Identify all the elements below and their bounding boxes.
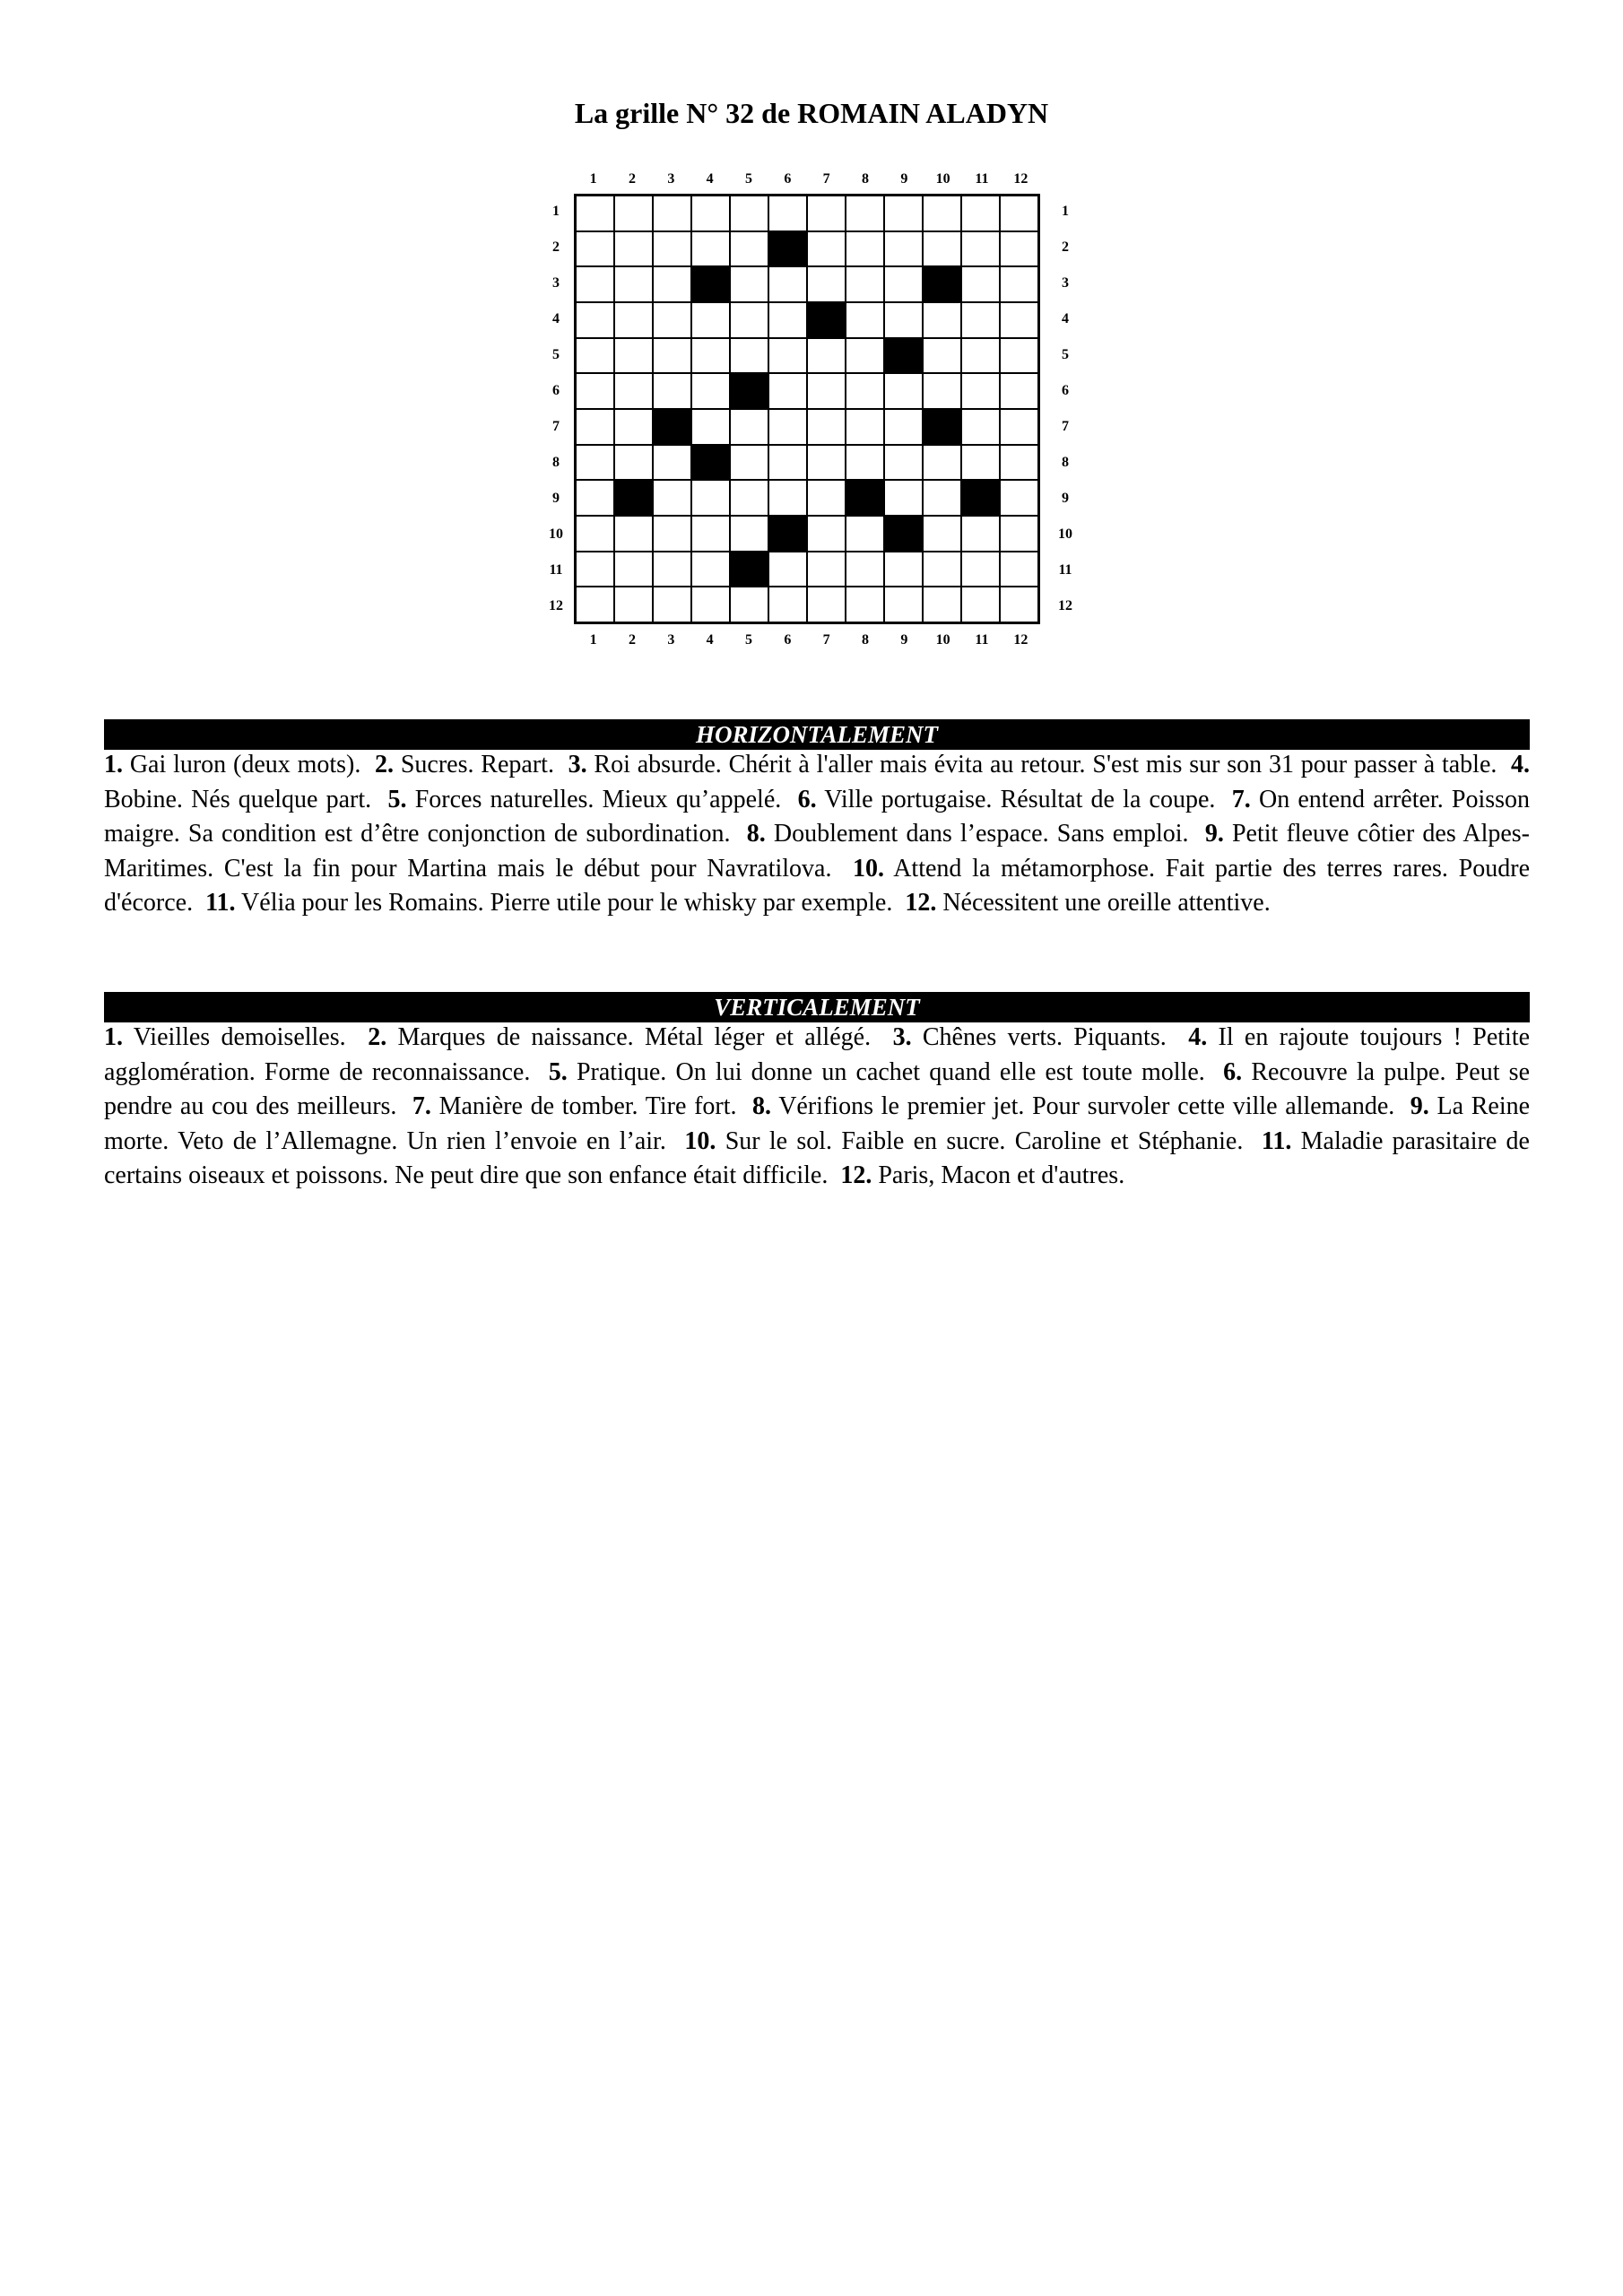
white-cell[interactable] (653, 516, 691, 552)
white-cell[interactable] (807, 480, 846, 516)
white-cell[interactable] (807, 445, 846, 481)
clue-text: Doublement dans l’espace. Sans emploi. (765, 820, 1189, 848)
white-cell[interactable] (807, 231, 846, 267)
clue-text: Il en rajoute toujours ! Petite agglomération. Forme de reconnaissance. (104, 1023, 1531, 1086)
clue-number: 9. (1410, 1092, 1429, 1120)
white-cell[interactable] (884, 480, 923, 516)
white-cell[interactable] (614, 338, 653, 374)
row-label: 2 (1062, 239, 1069, 255)
white-cell[interactable] (846, 409, 884, 445)
clue-text: Nécessitent une oreille attentive. (936, 889, 1271, 917)
white-cell[interactable] (884, 302, 923, 338)
column-label: 11 (975, 171, 989, 187)
vertical-clues (104, 1021, 1530, 1194)
clue-number: 7. (412, 1092, 431, 1120)
white-cell[interactable] (768, 373, 807, 409)
column-label: 3 (667, 632, 675, 648)
white-cell[interactable] (923, 302, 961, 338)
row-label: 10 (549, 526, 563, 542)
white-cell[interactable] (807, 196, 846, 231)
white-cell[interactable] (884, 445, 923, 481)
clue-text: Petit fleuve côtier des Alpes-Maritimes. C'est la fin pour Martina mais le début pour Navratilova. (104, 820, 1530, 883)
white-cell[interactable] (730, 409, 768, 445)
white-cell[interactable] (730, 480, 768, 516)
white-cell[interactable] (961, 266, 1000, 302)
white-cell[interactable] (576, 552, 614, 587)
white-cell[interactable] (807, 552, 846, 587)
white-cell[interactable] (807, 338, 846, 374)
white-cell[interactable] (691, 480, 730, 516)
clue-number: 3. (568, 751, 587, 778)
white-cell[interactable] (846, 266, 884, 302)
white-cell[interactable] (691, 587, 730, 622)
column-labels-bottom (574, 630, 1040, 651)
column-label: 8 (861, 171, 869, 187)
white-cell[interactable] (768, 552, 807, 587)
white-cell[interactable] (884, 552, 923, 587)
row-label: 3 (552, 275, 560, 291)
white-cell[interactable] (691, 196, 730, 231)
column-label: 6 (784, 171, 792, 187)
column-label: 6 (784, 632, 792, 648)
row-label: 6 (1062, 383, 1069, 398)
clue-number: 4. (1188, 1023, 1208, 1051)
black-cell (691, 266, 730, 302)
column-label: 3 (667, 171, 675, 187)
column-label: 1 (589, 171, 597, 187)
white-cell[interactable] (807, 516, 846, 552)
column-label: 9 (900, 171, 908, 187)
clue-text: Chênes verts. Piquants. (911, 1023, 1167, 1051)
black-cell (923, 409, 961, 445)
white-cell[interactable] (730, 231, 768, 267)
clue-text: Sucres. Repart. (394, 751, 554, 778)
white-cell[interactable] (614, 266, 653, 302)
clue-text: Attend la métamorphose. Fait partie des terres rares. Poudre d'écorce. (104, 854, 1530, 917)
page-title: La grille N° 32 de ROMAIN ALADYN (574, 97, 1049, 129)
white-cell[interactable] (576, 266, 614, 302)
white-cell[interactable] (653, 266, 691, 302)
white-cell[interactable] (807, 266, 846, 302)
white-cell[interactable] (961, 373, 1000, 409)
clue-text: Vieilles demoiselles. (123, 1023, 346, 1051)
white-cell[interactable] (846, 445, 884, 481)
white-cell[interactable] (846, 231, 884, 267)
white-cell[interactable] (923, 445, 961, 481)
white-cell[interactable] (768, 587, 807, 622)
clue-number: 5. (548, 1057, 568, 1086)
white-cell[interactable] (653, 338, 691, 374)
column-label: 7 (822, 171, 830, 187)
white-cell[interactable] (576, 302, 614, 338)
white-cell[interactable] (923, 587, 961, 622)
white-cell[interactable] (1000, 266, 1038, 302)
column-label: 4 (706, 171, 714, 187)
clue-text: Sur le sol. Faible en sucre. Caroline et Stéphanie. (716, 1126, 1244, 1155)
clue-number: 8. (752, 1092, 771, 1120)
white-cell[interactable] (730, 587, 768, 622)
white-cell[interactable] (1000, 373, 1038, 409)
clue-text: Marques de naissance. Métal léger et allégé. (386, 1023, 872, 1051)
row-label: 4 (552, 311, 560, 326)
white-cell[interactable] (961, 338, 1000, 374)
row-label: 12 (549, 598, 563, 613)
black-cell (653, 409, 691, 445)
white-cell[interactable] (691, 409, 730, 445)
black-cell (614, 480, 653, 516)
black-cell (768, 516, 807, 552)
column-label: 8 (861, 632, 869, 648)
white-cell[interactable] (576, 231, 614, 267)
clue-text: Forces naturelles. Mieux qu’appelé. (406, 785, 782, 813)
black-cell (846, 480, 884, 516)
black-cell (768, 231, 807, 267)
row-label: 8 (552, 455, 560, 470)
white-cell[interactable] (1000, 231, 1038, 267)
black-cell (807, 302, 846, 338)
column-label: 5 (744, 632, 752, 648)
clue-number: 2. (375, 751, 395, 778)
clue-text: Paris, Macon et d'autres. (872, 1161, 1125, 1189)
white-cell[interactable] (923, 373, 961, 409)
row-label: 2 (552, 239, 560, 255)
white-cell[interactable] (576, 338, 614, 374)
black-cell (923, 266, 961, 302)
row-label: 7 (1062, 419, 1069, 434)
white-cell[interactable] (768, 409, 807, 445)
white-cell[interactable] (1000, 302, 1038, 338)
row-label: 1 (1062, 204, 1069, 219)
white-cell[interactable] (923, 231, 961, 267)
black-cell (691, 445, 730, 481)
black-cell (730, 373, 768, 409)
white-cell[interactable] (653, 480, 691, 516)
white-cell[interactable] (846, 196, 884, 231)
clue-number: 3. (892, 1023, 912, 1051)
clue-number: 1. (104, 1023, 123, 1051)
white-cell[interactable] (653, 196, 691, 231)
row-label: 9 (552, 491, 560, 506)
clue-number: 10. (853, 854, 884, 883)
clue-number: 12. (840, 1161, 872, 1189)
row-label: 9 (1062, 491, 1069, 506)
horizontal-header: HORIZONTALEMENT (104, 719, 1530, 750)
white-cell[interactable] (923, 196, 961, 231)
white-cell[interactable] (961, 409, 1000, 445)
clue-number: 6. (1223, 1057, 1243, 1086)
vertical-header: VERTICALEMENT (104, 992, 1530, 1022)
white-cell[interactable] (730, 516, 768, 552)
white-cell[interactable] (653, 373, 691, 409)
white-cell[interactable] (653, 445, 691, 481)
column-label: 2 (628, 632, 636, 648)
white-cell[interactable] (730, 302, 768, 338)
row-labels-right (1047, 194, 1083, 624)
white-cell[interactable] (807, 587, 846, 622)
white-cell[interactable] (1000, 409, 1038, 445)
white-cell[interactable] (923, 516, 961, 552)
white-cell[interactable] (961, 516, 1000, 552)
white-cell[interactable] (691, 373, 730, 409)
column-label: 9 (900, 632, 908, 648)
white-cell[interactable] (846, 338, 884, 374)
white-cell[interactable] (730, 445, 768, 481)
white-cell[interactable] (614, 231, 653, 267)
white-cell[interactable] (884, 587, 923, 622)
white-cell[interactable] (730, 338, 768, 374)
white-cell[interactable] (691, 552, 730, 587)
white-cell[interactable] (614, 552, 653, 587)
white-cell[interactable] (961, 196, 1000, 231)
white-cell[interactable] (614, 409, 653, 445)
white-cell[interactable] (846, 373, 884, 409)
clue-text: Vérifions le premier jet. Pour survoler cette ville allemande. (771, 1092, 1395, 1120)
clue-number: 8. (746, 820, 766, 848)
row-label: 11 (1058, 562, 1072, 578)
clue-text: Pratique. On lui donne un cachet quand elle est toute molle. (567, 1057, 1205, 1086)
clue-number: 4. (1511, 751, 1531, 778)
column-labels-top (574, 169, 1040, 190)
column-label: 10 (935, 632, 950, 648)
white-cell[interactable] (576, 196, 614, 231)
white-cell[interactable] (1000, 516, 1038, 552)
row-label: 10 (1058, 526, 1072, 542)
clue-number: 2. (368, 1023, 387, 1051)
column-label: 4 (706, 632, 714, 648)
clue-text: On entend arrêter. Poisson maigre. Sa condition est d’être conjonction de subordination. (104, 785, 1531, 848)
column-label: 1 (589, 632, 597, 648)
column-label: 10 (935, 171, 950, 187)
clue-number: 11. (1261, 1126, 1292, 1155)
white-cell[interactable] (614, 587, 653, 622)
white-cell[interactable] (807, 409, 846, 445)
white-cell[interactable] (576, 445, 614, 481)
black-cell (884, 338, 923, 374)
white-cell[interactable] (653, 552, 691, 587)
horizontal-clues (104, 748, 1530, 921)
clue-text: Vélia pour les Romains. Pierre utile pour le whisky par exemple. (235, 889, 893, 917)
row-label: 4 (1062, 311, 1069, 326)
white-cell[interactable] (846, 587, 884, 622)
white-cell[interactable] (576, 480, 614, 516)
clue-text: Ville portugaise. Résultat de la coupe. (816, 785, 1216, 813)
white-cell[interactable] (1000, 552, 1038, 587)
white-cell[interactable] (846, 302, 884, 338)
white-cell[interactable] (1000, 445, 1038, 481)
clue-number: 10. (684, 1126, 716, 1155)
clue-number: 5. (387, 785, 407, 813)
white-cell[interactable] (576, 587, 614, 622)
clue-number: 1. (104, 751, 123, 778)
white-cell[interactable] (576, 516, 614, 552)
white-cell[interactable] (884, 373, 923, 409)
clue-text: Recouvre la pulpe. Peut se pendre au cou des meilleurs. (104, 1057, 1531, 1120)
white-cell[interactable] (923, 338, 961, 374)
white-cell[interactable] (653, 587, 691, 622)
row-label: 3 (1062, 275, 1069, 291)
white-cell[interactable] (614, 373, 653, 409)
row-label: 7 (552, 419, 560, 434)
white-cell[interactable] (653, 231, 691, 267)
white-cell[interactable] (614, 516, 653, 552)
white-cell[interactable] (768, 266, 807, 302)
white-cell[interactable] (730, 266, 768, 302)
white-cell[interactable] (691, 231, 730, 267)
clue-text: Gai luron (deux mots). (123, 751, 361, 778)
white-cell[interactable] (961, 552, 1000, 587)
row-label: 1 (552, 204, 560, 219)
white-cell[interactable] (961, 587, 1000, 622)
white-cell[interactable] (768, 445, 807, 481)
white-cell[interactable] (961, 231, 1000, 267)
white-cell[interactable] (614, 302, 653, 338)
white-cell[interactable] (807, 373, 846, 409)
white-cell[interactable] (961, 445, 1000, 481)
column-label: 12 (1013, 632, 1028, 648)
white-cell[interactable] (884, 231, 923, 267)
column-label: 12 (1013, 171, 1028, 187)
white-cell[interactable] (691, 516, 730, 552)
white-cell[interactable] (1000, 480, 1038, 516)
clue-number: 11. (205, 889, 236, 917)
white-cell[interactable] (576, 409, 614, 445)
row-label: 8 (1062, 455, 1069, 470)
white-cell[interactable] (1000, 587, 1038, 622)
white-cell[interactable] (1000, 196, 1038, 231)
white-cell[interactable] (614, 196, 653, 231)
white-cell[interactable] (923, 480, 961, 516)
clue-text: Manière de tomber. Tire fort. (430, 1092, 737, 1120)
white-cell[interactable] (576, 373, 614, 409)
column-label: 7 (822, 632, 830, 648)
clue-text: Roi absurde. Chérit à l'aller mais évita au retour. S'est mis sur son 31 pour passer à table. (586, 751, 1497, 778)
white-cell[interactable] (768, 302, 807, 338)
white-cell[interactable] (768, 480, 807, 516)
row-label: 12 (1058, 598, 1072, 613)
column-label: 11 (975, 632, 989, 648)
white-cell[interactable] (614, 445, 653, 481)
column-label: 5 (744, 171, 752, 187)
white-cell[interactable] (961, 302, 1000, 338)
row-label: 5 (552, 347, 560, 362)
white-cell[interactable] (884, 266, 923, 302)
white-cell[interactable] (691, 338, 730, 374)
clue-number: 9. (1204, 820, 1224, 848)
row-labels-left (538, 194, 574, 624)
white-cell[interactable] (1000, 338, 1038, 374)
row-label: 11 (549, 562, 563, 578)
black-cell (730, 552, 768, 587)
white-cell[interactable] (884, 409, 923, 445)
white-cell[interactable] (768, 338, 807, 374)
crossword-grid (574, 194, 1040, 624)
clue-number: 7. (1231, 785, 1251, 813)
white-cell[interactable] (923, 552, 961, 587)
clue-text: Maladie parasitaire de certains oiseaux et poissons. Ne peut dire que son enfance était difficile. (104, 1126, 1530, 1189)
white-cell[interactable] (846, 552, 884, 587)
white-cell[interactable] (846, 516, 884, 552)
clue-number: 12. (905, 889, 937, 917)
black-cell (961, 480, 1000, 516)
row-label: 6 (552, 383, 560, 398)
clue-text: La Reine morte. Veto de l’Allemagne. Un rien l’envoie en l’air. (104, 1092, 1531, 1155)
clue-text: Bobine. Nés quelque part. (104, 785, 372, 813)
white-cell[interactable] (691, 302, 730, 338)
white-cell[interactable] (730, 196, 768, 231)
black-cell (884, 516, 923, 552)
white-cell[interactable] (884, 196, 923, 231)
row-label: 5 (1062, 347, 1069, 362)
column-label: 2 (628, 171, 636, 187)
white-cell[interactable] (768, 196, 807, 231)
clue-number: 6. (797, 785, 817, 813)
white-cell[interactable] (653, 302, 691, 338)
